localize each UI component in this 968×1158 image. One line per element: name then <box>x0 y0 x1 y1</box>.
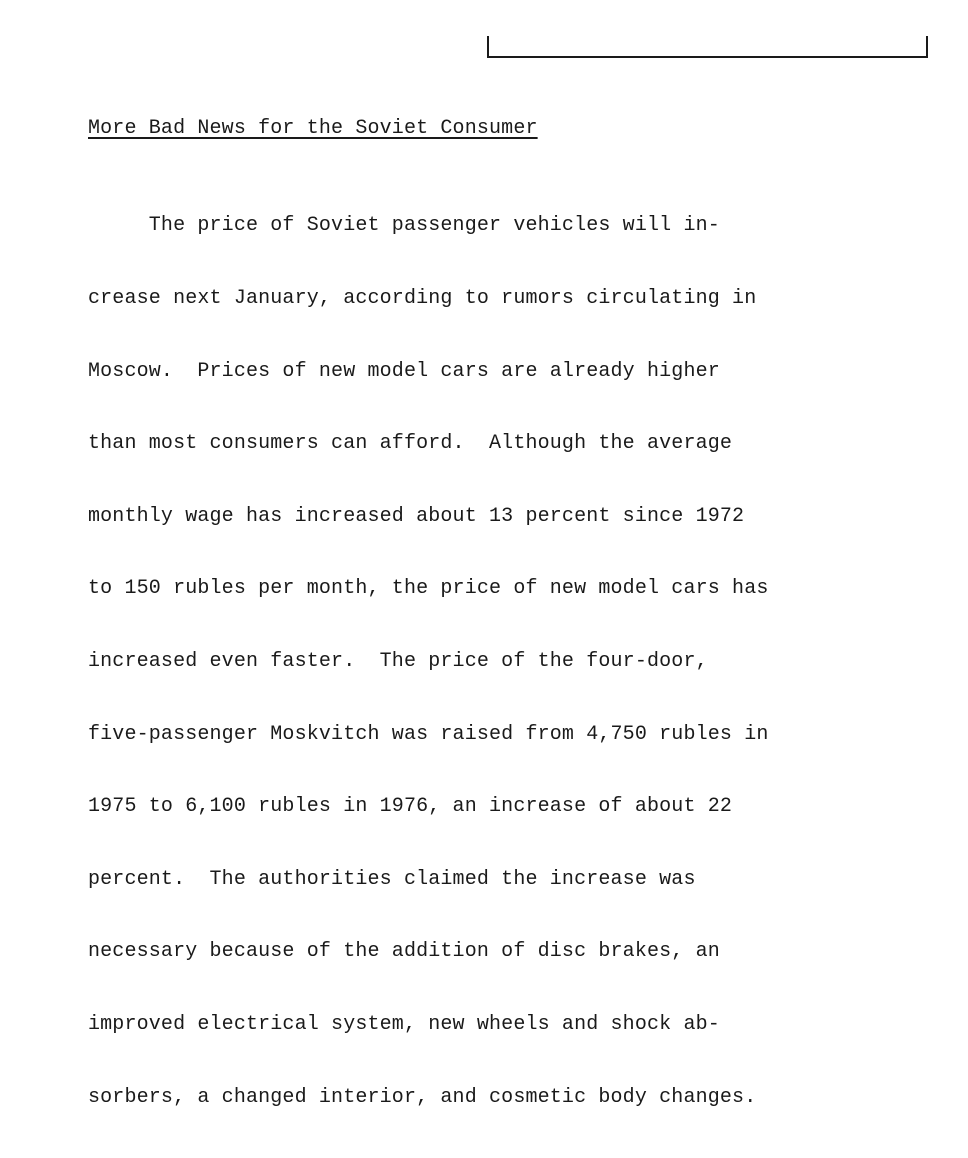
body-line: sorbers, a changed interior, and cosmetic body changes. <box>88 1085 757 1109</box>
body-line: five-passenger Moskvitch was raised from 4,750 rubles in <box>88 722 769 746</box>
body-line: The price of Soviet passenger vehicles will in- <box>88 214 720 238</box>
body-line: percent. The authorities claimed the increase was <box>88 867 696 891</box>
article-body <box>88 166 769 1158</box>
article-heading: More Bad News for the Soviet Consumer <box>88 117 538 140</box>
redaction-box <box>487 36 928 58</box>
body-line: than most consumers can afford. Although the average <box>88 432 733 456</box>
body-line: to 150 rubles per month, the price of new model cars has <box>88 577 769 601</box>
body-line: monthly wage has increased about 13 percent since 1972 <box>88 504 745 528</box>
body-line: Moscow. Prices of new model cars are already higher <box>88 359 720 383</box>
body-line: necessary because of the addition of disc brakes, an <box>88 940 720 964</box>
body-line: increased even faster. The price of the four-door, <box>88 649 708 673</box>
body-line: crease next January, according to rumors circulating in <box>88 287 757 310</box>
body-line: 1975 to 6,100 rubles in 1976, an increase of about 22 <box>88 795 733 819</box>
body-line: improved electrical system, new wheels and shock ab- <box>88 1012 720 1036</box>
